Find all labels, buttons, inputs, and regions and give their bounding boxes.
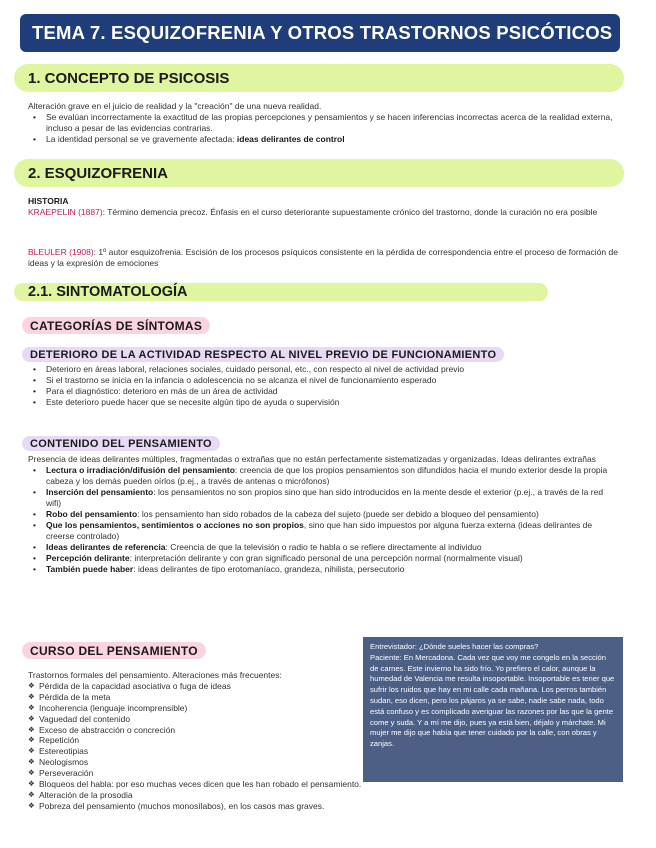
contenido-block — [28, 454, 618, 575]
contenido-item-text: : creencia de que los propios pensamientos son difundidos hacia el mundo exterior desde la propia cabeza y los demás pueden oírlos (p.ej., a través de antenas o micrófonos) — [46, 465, 608, 486]
curso-block — [28, 670, 418, 812]
curso-item: ❖ Estereotipias — [28, 746, 418, 757]
historia-label: HISTORIA — [28, 196, 69, 206]
contenido-item-bold: Que los pensamientos, sentimientos o acciones no son propios — [46, 520, 304, 530]
curso-item: ❖ Neologismos — [28, 757, 418, 768]
curso-item: ❖ Incoherencia (lenguaje incomprensible) — [28, 703, 418, 714]
contenido-item — [28, 553, 618, 564]
psicosis-bullet-2-text: La identidad personal se ve gravemente afectada: — [46, 134, 237, 144]
deterioro-item: • Este deterioro puede hacer que se necesite algún tipo de ayuda o supervisión — [28, 397, 618, 408]
contenido-intro: Presencia de ideas delirantes múltiples, fragmentadas o extrañas que no están perfectamente sistematizadas y organizadas. Ideas delirantes extrañas — [28, 454, 596, 464]
curso-item: ❖ Vaguedad del contenido — [28, 714, 418, 725]
contenido-item — [28, 520, 618, 542]
contenido-item-bold: Percepción delirante — [46, 553, 130, 563]
psicosis-bullet-2 — [28, 134, 618, 145]
curso-item: ❖ Pobreza del pensamiento (muchos monosílabos), en los casos mas graves. — [28, 801, 418, 812]
curso-item: ❖ Pérdida de la capacidad asociativa o fuga de ideas — [28, 681, 418, 692]
interview-quote-box — [363, 637, 623, 782]
deterioro-item: • Para el diagnóstico: deterioro en más de un área de actividad — [28, 386, 618, 397]
contenido-item-bold: Lectura o irradiación/difusión del pensamiento — [46, 465, 235, 475]
psicosis-bullet-1: • Se evalúan incorrectamente la exactitud de las propias percepciones y pensamientos y se hacen inferencias incorrectas acerca de la realidad externa, incluso a pesar de las evidencias contrarias. — [28, 112, 618, 134]
deterioro-item: • Deterioro en áreas laboral, relaciones sociales, cuidado personal, etc., con respecto al nivel de actividad previo — [28, 364, 618, 375]
contenido-item-text: : interpretación delirante y con gran significado personal de una percepción normal (normalmente visual) — [129, 553, 523, 563]
deterioro-heading: DETERIORO DE LA ACTIVIDAD RESPECTO AL NIVEL PREVIO DE FUNCIONAMIENTO — [22, 347, 504, 362]
section-heading-sintomatologia: 2.1. SINTOMATOLOGÍA — [14, 283, 548, 301]
kraepelin-entry — [28, 207, 618, 218]
historia-block — [28, 196, 618, 218]
curso-item: ❖ Repetición — [28, 735, 418, 746]
curso-intro: Trastornos formales del pensamiento. Alteraciones más frecuentes: — [28, 670, 282, 680]
contenido-item-text: : los pensamientos no son propios sino que han sido introducidos en la mente desde el exterior (p.ej., a través de la red wifi) — [46, 487, 604, 508]
contenido-item-text: : ideas delirantes de tipo erotomaníaco, grandeza, nihilista, persecutorio — [133, 564, 405, 574]
contenido-item-text: : Creencia de que la televisión o radio te habla o se refiere directamente al individuo — [165, 542, 482, 552]
curso-item: ❖ Exceso de abstracción o concreción — [28, 725, 418, 736]
interview-question: Entrevistador: ¿Dónde sueles hacer las compras? — [370, 642, 539, 651]
contenido-item — [28, 509, 618, 520]
bleuler-name: BLEULER (1908) — [28, 247, 94, 257]
contenido-item-bold: También puede haber — [46, 564, 134, 574]
curso-item: ❖ Bloqueos del habla: por eso muchas veces dicen que les han robado el pensamiento. — [28, 779, 418, 790]
contenido-item-text: , sino que han sido impuestos por alguna fuerza externa (ideas delirantes de creerse controlado) — [46, 520, 593, 541]
contenido-item-bold: Inserción del pensamiento — [46, 487, 154, 497]
categorias-heading: CATEGORÍAS DE SÍNTOMAS — [22, 317, 210, 334]
psicosis-bullet-2-bold: ideas delirantes de control — [236, 134, 345, 144]
section-heading-esquizofrenia: 2. ESQUIZOFRENIA — [14, 159, 624, 187]
contenido-item-bold: Robo del pensamiento — [46, 509, 138, 519]
curso-item: ❖ Perseveración — [28, 768, 418, 779]
curso-item: ❖ Alteración de la prosodia — [28, 790, 418, 801]
contenido-item-bold: Ideas delirantes de referencia — [46, 542, 166, 552]
deterioro-list-block — [28, 364, 618, 408]
section-heading-psicosis: 1. CONCEPTO DE PSICOSIS — [14, 64, 624, 92]
psicosis-block — [28, 101, 618, 145]
page-title: TEMA 7. ESQUIZOFRENIA Y OTROS TRASTORNOS PSICÓTICOS — [20, 14, 620, 52]
kraepelin-name: KRAEPELIN (1887) — [28, 207, 103, 217]
kraepelin-text: : Término demencia precoz. Énfasis en el curso deteriorante supuestamente crónico del trastorno, donde la curación no era posible — [102, 207, 598, 217]
curso-item: ❖ Pérdida de la meta — [28, 692, 418, 703]
contenido-item-text: : los pensamiento han sido robados de la cabeza del sujeto (puede ser debido a bloqueo del pensamiento) — [137, 509, 539, 519]
contenido-item — [28, 542, 618, 553]
psicosis-intro: Alteración grave en el juicio de realidad y la "creación" de una nueva realidad. — [28, 101, 322, 111]
deterioro-item: • Si el trastorno se inicia en la infancia o adolescencia no se alcanza el nivel de funcionamiento esperado — [28, 375, 618, 386]
curso-heading: CURSO DEL PENSAMIENTO — [22, 642, 206, 659]
contenido-heading: CONTENIDO DEL PENSAMIENTO — [22, 436, 220, 451]
contenido-item — [28, 564, 618, 575]
contenido-item — [28, 487, 618, 509]
interview-answer: Paciente: En Mercadona. Cada vez que voy me congelo en la sección de carnes. Este invierno ha sido frío. Yo prefiero el calor, aunque la humedad de Valencia me resulta insoportable. Insoportable es tener que sufrir los ruidos que hay en mi calle cada mañana. Los perros también sudan, eso dicen, pero los pájaros ya se sabe, nadie sabe nada, todo está confuso y es complicado averiguar las razones por las que la gente come y suda. Y a mí me dijo, pues ya está bien, déjalo y márchate. Mi mujer me dijo que había que tener cuidado por la calle, con obras y zanjas. — [370, 652, 615, 749]
contenido-item — [28, 465, 618, 487]
bleuler-entry — [28, 247, 618, 269]
bleuler-text: : 1º autor esquizofrenia. Escisión de los procesos psíquicos consistente en la pérdida de correspondencia entre el proceso de formación de ideas y la expresión de emociones — [28, 247, 618, 268]
